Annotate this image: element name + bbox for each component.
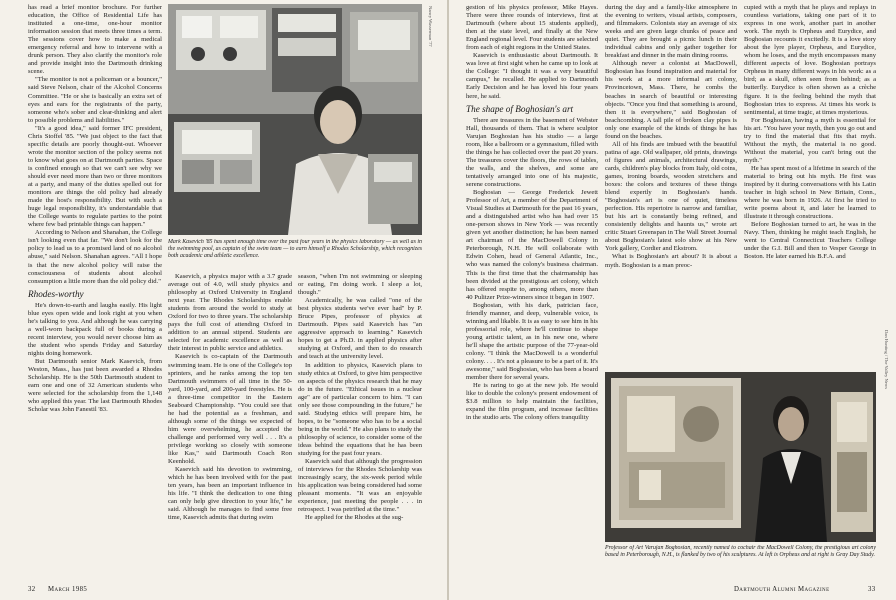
paragraph: during the day and a family-like atmosphere in the evening to writers, visual artists, composers, and filmmakers. Colonists stay an average of six weeks and are given large chunks of peace and quiet. They are brought a picnic lunch in their individual cabins and only gather together for breakfast and dinner in the main dining rooms. xyxy=(605,4,737,60)
spread-gutter xyxy=(447,0,449,600)
paragraph: Kasevich is enthusiastic about Dartmouth. It was love at first sight when he came up to look at the College: "I thought it was a very beautiful campus," he recalled. He applied to Dartmouth Early Decision and he has loved his four years here, he said. xyxy=(466,52,598,100)
left-column-2 xyxy=(168,273,292,576)
paragraph: Before Boghosian turned to art, he was in the Navy. Then, thinking he might teach English, he went to Central Connecticut Teachers College under the G.I. Bill and then to Vesper George in Boston. He later earned his B.F.A. and xyxy=(744,221,876,261)
paragraph: Boghosian, with his dark, patrician face, friendly manner, and deep, vulnerable voice, is winning and likable. It is as easy to see him in his professorial role, where he'll continue to shape young artistic talent, as in his new one, where he'll shape the artistic purpose of the 77-year-old colony. "I think the MacDowell is a wonderful colony. . . . It's not a pleasure to be a part of it. It's awesome," said Boghosian, who has been a board member there for several years. xyxy=(466,301,598,382)
boghosian-photo xyxy=(605,372,876,542)
paragraph: He's down-to-earth and laughs easily. His light blue eyes open wide and look right at you when he's talking to you. And although he was carrying a well-worn backpack full of books during a recent interview, you would never choose him as the student who spends Friday and Saturday nights doing homework. xyxy=(28,301,162,357)
lab-photo-illustration xyxy=(168,4,422,235)
paragraph: In addition to physics, Kasevich plans to study ethics at Oxford, to give him perspective on aspects of the physics research that he may do in the future. "Ethical issues in a nuclear age" are of particular concern to him. "I can only see those compounding in the future," he said. Studying ethics will prepare him, he hopes, to be "someone who has to be a social being in the world." He also plans to study the philosophy of science, to consider some of the ideas behind the equations that he has been studying for the past four years. xyxy=(298,361,422,458)
paragraph: Boghosian — George Frederick Jewett Professor of Art, a member of the Department of Visual Studies at Dartmouth for the past 16 years, and a distinguished artist who has had over 15 one-person shows in New York — was recently given yet another distinction; he has been named art chairman of the MacDowell Colony in Peterborough, N.H. He will collaborate with Edwin Cohen, head of General Atlantic, Inc., who was named the colony's business chairman. This is the first time that the chairmanship has been divided at the prestigious art colony, which has offered respite to, among others, more than 40 Pulitzer Prize-winners since it began in 1907. xyxy=(466,189,598,301)
right-column-3 xyxy=(744,4,876,366)
paragraph: What is Boghosian's art about? It is about a myth. Boghosian is a man preoc- xyxy=(605,253,737,269)
paragraph: Kasevich said that although the progression of interviews for the Rhodes Scholarship was increasingly scary, the six-week period while his application was being considered had some pleasant moments. "It was an enjoyable experience, just meeting the people . . . in retrospect. I was petrified at the time." xyxy=(298,458,422,514)
paragraph: has read a brief monitor brochure. For further education, the Office of Residential Life has instituted a one-time, one-hour monitor information session that meets three times a term. The sessions cover how to make a medical emergency referral and how to intervene with a drunk person. They also clarify the monitor's role and provide insight into the Dartmouth drinking scene. xyxy=(28,4,162,76)
photo-credit-left: Nancy Wasserman '77 xyxy=(428,6,433,47)
folio-left-month: March 1985 xyxy=(48,586,88,593)
left-column-3 xyxy=(298,273,422,576)
paragraph: "The monitor is not a policeman or a bouncer," said Steve Nelson, chair of the Alcohol Concerns Committee. "He or she is basically an extra set of eyes and ears for the registrants of the party, someone who's sober and clear-thinking and alert to possible problems and liabilities." xyxy=(28,76,162,124)
kasevich-photo xyxy=(168,4,422,235)
photo-credit-right: Dan Hunting / The Valley News xyxy=(884,330,889,389)
sculptures-photo-illustration xyxy=(605,372,876,542)
paragraph: Kasevich, a physics major with a 3.7 grade average out of 4.0, will study physics and philosophy at Oxford University in England next year. The Rhodes Scholarships enable students from around the world to study at Oxford for two to three years. The scholarship pays the full cost of attending Oxford in addition to an annual stipend. Students are selected for academic excellence as well as their interest in public service and athletics. xyxy=(168,273,292,353)
paragraph: He is raring to go at the new job. He would like to double the colony's present endowment of $3.8 million to help maintain the facilities, expand the film program, and increase facilities in the studio arts. The colony offers tranquility xyxy=(466,382,598,422)
paragraph: Academically, he was called "one of the best physics students we've ever had" by P. Bruce Pipes, professor of physics at Dartmouth. Pipes said Kasevich has "an aggressive approach to learning." Kasevich hopes to get a Ph.D. in applied physics after studying at Oxford, and then to do research and teach at the university level. xyxy=(298,297,422,361)
paragraph: season, "when I'm not swimming or sleeping or eating, I'm doing work. I sleep a lot, though." xyxy=(298,273,422,297)
paragraph: For Boghosian, having a myth is essential for his art. "You have your myth, then you go out and try to find the material that fits that myth. Without the myth, the material is no good. Without the material, you can't bring out the myth." xyxy=(744,116,876,164)
paragraph: He applied for the Rhodes at the sug- xyxy=(305,514,404,522)
left-column-1 xyxy=(28,4,162,576)
paragraph: There are treasures in the basement of Webster Hall, thousands of them. That is where sculptor Varujan Boghosian has his studio — a large room, like a ballroom or a gymnasium, filled with the things he has collected over the past 20 years. The treasures cover the floors, the rows of tables, the walls, and the shelves, and some are tentatively arranged into one of his majestic, serene constructions. xyxy=(466,116,598,188)
photo-caption-left: Mark Kasevich '85 has spent enough time over the past four years in the physics laboratory — as well as in the swimming pool, as captain of the swim team — to earn himself a Rhodes Scholarship, which recognizes both academic and athletic excellence. xyxy=(168,239,422,260)
paragraph: Kasevich said his devotion to swimming, which he has been involved with for the past ten years, has been an important influence in his life. "I think the dedication to one thing can only help give direction to your life," he said. Although he manages to find some free time, Kasevich admits that during swim xyxy=(168,466,292,522)
right-column-2 xyxy=(605,4,737,366)
paragraph: "It's a good idea," said former IFC president, Chris Stoffel '85. "We just object to the fact that specific details are poorly thought-out. Whoever wrote the monitor section of the policy seems not to know what goes on at Dartmouth parties. Space is confined enough so that we can't see why we should ever need more than two or three monitors at a party, and many of the duties spelled out for monitors are things the old policy had already made the host's responsibility. But with such a huge legal responsibility, it's understandable that the College wants to regulate parties to the point where few bad printable things can happen." xyxy=(28,124,162,229)
right-column-1 xyxy=(466,4,598,576)
folio-right-magazine: Dartmouth Alumni Magazine xyxy=(734,586,830,593)
paragraph: cupied with a myth that he plays and replays in countless variations, taking one part of it to express in one work, another part in another work. The myth is Orpheus and Eurydice, and Boghosian recounts it excitedly. It is a love story about the lyre player, Orpheus, and Eurydice, whom he loses, and the myth encompasses many different aspects of love. Boghosian portrays Orpheus in many different ways in his work: as a bird; as a skull, often seen from behind; as a butterfly. Eurydice is often shown as a crèche figure. It is the feeling behind the myth that Boghosian tries to express. At times his work is sentimental, at time tragic, at times mysterious. xyxy=(744,4,876,116)
paragraph: But Dartmouth senior Mark Kasevich, from Weston, Mass., has just been awarded a Rhodes Scholarship. He is the 50th Dartmouth student to earn one and one of 32 American students who were selected for the scholarship from the 1,148 who applied this year. The last Dartmouth Rhodes Scholar was John Fanestil '83. xyxy=(28,358,162,414)
paragraph: gestion of his physics professor, Mike Hayes. There were three rounds of interviews, first at Dartmouth (where about 15 students applied), then at the state level, and finally at the New England regional level. Four students are selected from each of eight regions in the United States. xyxy=(466,4,598,52)
paragraph: Kasevich is co-captain of the Dartmouth swimming team. He is one of the College's top sprinters, and he ranks among the top ten Dartmouth swimmers of all time in the 50-yard, 100-yard, and 200-yard freestyles. He is a three-time competitor in the Eastern Seaboard Championship. "You could see that he had the potential as a freshman, and although some of the things we expected of him were overwhelming, he accepted the challenge and performed very well . . . It's a privilege working so closely with someone like Kas," said Dartmouth Coach Ron Keenhold. xyxy=(168,353,292,466)
paragraph: All of his finds are imbued with the beautiful patina of age. Old wallpaper, old prints, drawings of figures and animals, architectural drawings, cards, children's play blocks from Italy, old coins, games, ironing boards, wooden stretchers and boxes: the colors and textures of these things blend expertly in Boghosian's hands. "Boghosian's art is one of quiet, timeless perfection. His repertoire is narrow and familiar, but his art is constantly being refined, and consistently delights and haunts us," wrote art critic Stuart Greenspan in The Wall Street Journal about Boghosian's latest solo show at his New York gallery, Cordier and Ekstrom. xyxy=(605,140,737,253)
folio-right-number: 33 xyxy=(868,586,876,593)
section-heading: Rhodes-worthy xyxy=(28,288,84,299)
paragraph: Although never a colonist at MacDowell, Boghosian has found inspiration and material for his work at a more informal art colony, Provincetown, Mass. There, he combs the beaches in search of beautiful or interesting objects. "Once you find that something is around, then it is everywhere," said Boghosian of beachcombing. A tall pile of broken clay pipes is only one example of the kinds of things he has found on the beaches. xyxy=(605,60,737,140)
paragraph: According to Nelson and Shanahan, the College isn't looking even that far. "We don't look for the policy to lead us to a promised land of no alcohol abuse," said Nelson. Shanahan agrees. "All I hope is that the new alcohol policy will raise the consciousness of students about alcohol consumption a little more than the old policy did." xyxy=(28,229,162,285)
photo-caption-right: Professor of Art Varujan Boghosian, recently named to cochair the MacDowell Colony, the prestigious art colony based in Peterborough, N.H., is flanked by two of his sculptures. At left is Orpheus and at right is Gray Day Study. xyxy=(605,545,876,559)
section-heading: The shape of Boghosian's art xyxy=(466,103,574,114)
folio-left-number: 32 xyxy=(28,586,36,593)
paragraph: He has spent most of a lifetime in search of the material to bring out his myth. He first was inspired by it during conversations with his Latin teacher in high school in New Britain, Conn., where he was born in 1926. At first he tried to write poems about it, and later he learned to illustrate it through constructions. xyxy=(744,164,876,221)
